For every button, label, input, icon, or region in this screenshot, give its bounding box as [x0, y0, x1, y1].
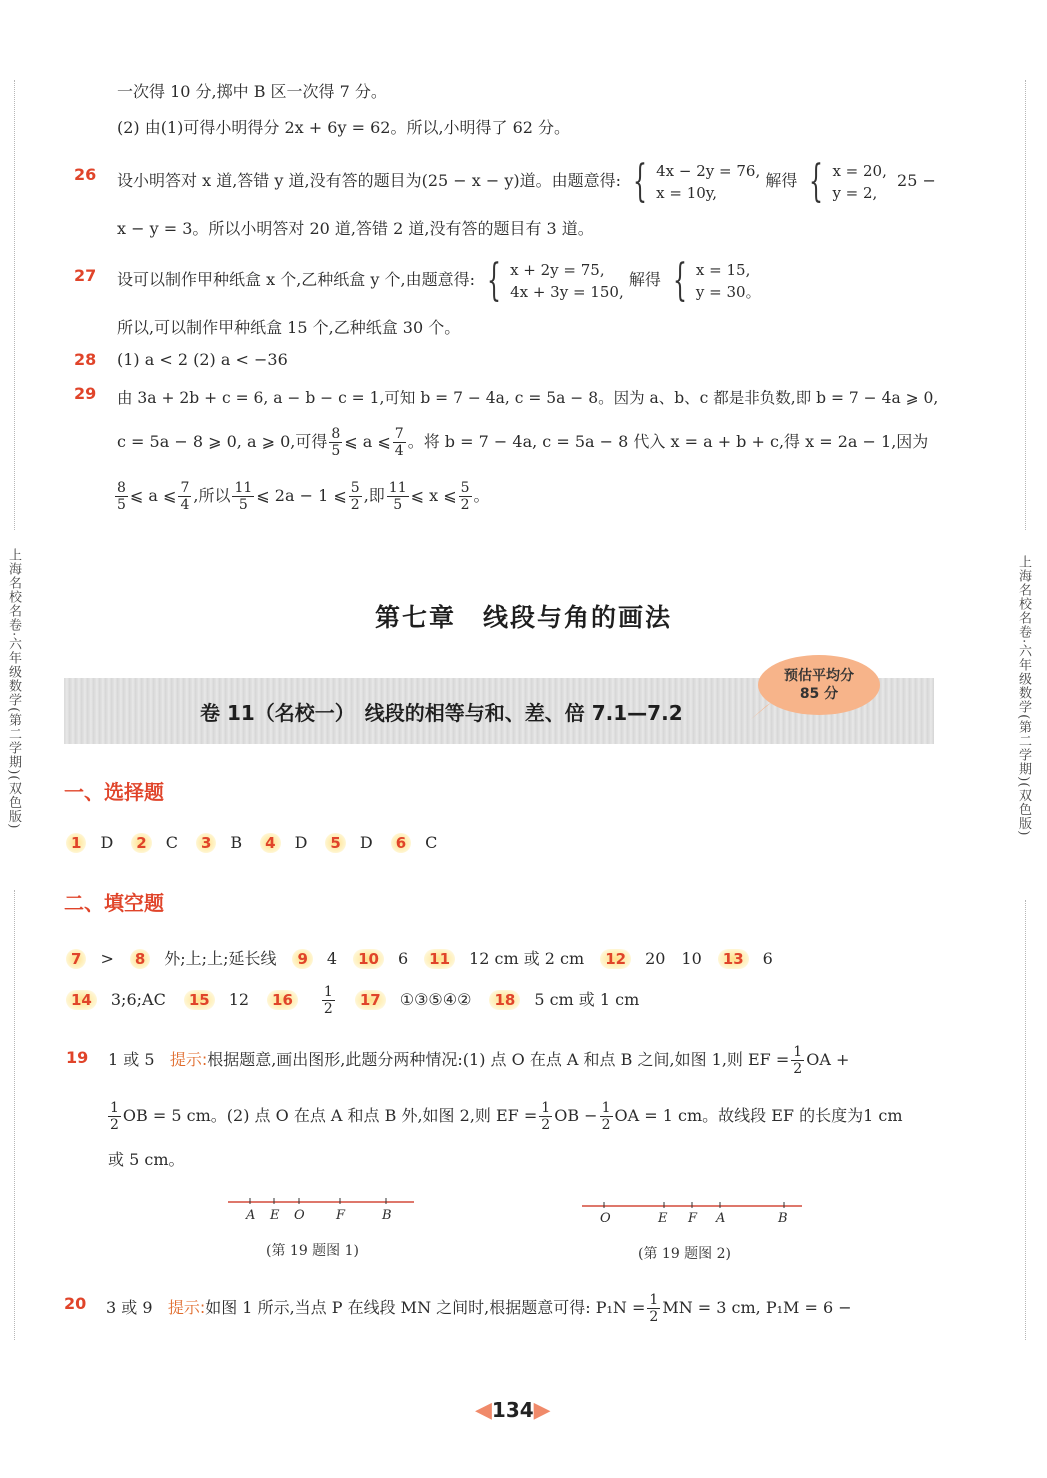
q29-line3-d: ,即 — [363, 486, 385, 505]
q19-line2-b: OB − — [554, 1106, 598, 1125]
answer-value: D — [359, 833, 373, 852]
q26-sol1: x = 20, — [832, 161, 887, 180]
prev-arrow-icon: ◀ — [475, 1398, 492, 1423]
fig1-label-e: E — [270, 1208, 280, 1223]
answer-value: ①③⑤④② — [399, 990, 472, 1009]
answer-item — [260, 833, 307, 852]
q19-line1 — [108, 1040, 849, 1080]
q26-tail: 25 − — [897, 171, 936, 190]
answer-value: D — [294, 833, 308, 852]
question-number-badge: 12 — [600, 949, 631, 969]
answer-value: 4 — [326, 949, 338, 968]
q19-line3: 或 5 cm。 — [108, 1150, 185, 1169]
question-number-badge: 10 — [353, 949, 384, 969]
q20-hint-label: 提示: — [167, 1298, 206, 1317]
question-number-badge: 16 — [267, 990, 298, 1010]
q27-sol1: x = 15, — [695, 260, 751, 279]
answer-value: 20 10 — [645, 949, 702, 968]
question-number-badge: 17 — [355, 990, 386, 1010]
q19-line1-text: 根据题意,画出图形,此题分两种情况:(1) 点 O 在点 A 和点 B 之间,如图 1,则 EF = — [207, 1050, 790, 1069]
q20-answer: 3 或 9 — [106, 1298, 153, 1317]
q20-line — [106, 1288, 852, 1328]
q19-half-1: $\frac{1}{2}$ — [793, 1044, 803, 1077]
q19-answer: 1 或 5 — [108, 1050, 155, 1069]
page-number — [475, 1398, 551, 1423]
answer-value: > — [100, 949, 114, 968]
answer-item — [66, 949, 114, 968]
q28-number: 28 — [74, 350, 97, 369]
answer-value: 5 cm 或 1 cm — [534, 990, 640, 1009]
q19-half-3: $\frac{1}{2}$ — [541, 1100, 551, 1133]
question-number-badge: 9 — [292, 949, 312, 969]
q27-solve: 解得 — [628, 270, 661, 289]
q29-frac-8-5b: $\frac{8}{5}$ — [117, 480, 126, 513]
answer-item — [66, 990, 166, 1009]
q29-line3-b: ,所以 — [193, 486, 231, 505]
q27-equation-system: { x + 2y = 75, 4x + 3y = 150, — [487, 254, 624, 306]
q26-text — [117, 152, 936, 210]
answer-value: B — [230, 833, 243, 852]
question-number-badge: 6 — [391, 833, 411, 853]
q29-line2-b: ⩽ a ⩽ — [344, 432, 391, 451]
fill-row-1 — [66, 946, 789, 969]
page-number-value: 134 — [491, 1398, 534, 1422]
question-number-badge: 8 — [130, 949, 150, 969]
question-number-badge: 4 — [260, 833, 280, 853]
answer-item — [196, 833, 242, 852]
q29-line3-a: ⩽ a ⩽ — [129, 486, 177, 505]
q19-hint-label: 提示: — [169, 1050, 208, 1069]
fig2-label-o: O — [600, 1211, 611, 1226]
q29-frac-11-5b: $\frac{11}{5}$ — [388, 480, 407, 513]
q29-frac-11-5: $\frac{11}{5}$ — [234, 480, 253, 513]
answer-value: C — [425, 833, 438, 852]
q29-number: 29 — [74, 384, 97, 403]
left-side-title: 上海名校名卷·六年级数学(第二学期)(双色版) — [6, 548, 21, 830]
answer-value: 6 — [397, 949, 409, 968]
question-number-badge: 15 — [184, 990, 215, 1010]
q27-text-b: 所以,可以制作甲种纸盒 15 个,乙种纸盒 30 个。 — [117, 318, 461, 337]
q19-number: 19 — [66, 1048, 89, 1067]
q26-text-b: x − y = 3。所以小明答对 20 道,答错 2 道,没有答的题目有 3 道。 — [117, 219, 594, 238]
q29-frac-5-2: $\frac{5}{2}$ — [350, 480, 360, 513]
answer-item — [292, 949, 337, 968]
q27-solution-system: { x = 15, y = 30。 — [672, 254, 761, 306]
q20-text: 如图 1 所示,当点 P 在线段 MN 之间时,根据题意可得: P₁N = — [205, 1298, 646, 1317]
question-number-badge: 14 — [66, 990, 97, 1010]
question-number-badge: 1 — [66, 833, 86, 853]
q19-half-2: $\frac{1}{2}$ — [110, 1100, 119, 1133]
q20-half: $\frac{1}{2}$ — [649, 1292, 659, 1325]
right-dotted-rule — [1025, 80, 1026, 530]
bubble-line1: 预估平均分 — [784, 668, 854, 684]
q26-equation-system: { 4x − 2y = 76, x = 10y, — [633, 155, 761, 207]
answer-item — [130, 949, 277, 968]
answer-item — [600, 949, 702, 968]
question-number-badge: 3 — [196, 833, 216, 853]
q26-number: 26 — [74, 165, 97, 184]
answer-value: 12 cm 或 2 cm — [469, 949, 585, 968]
question-number-badge: 13 — [718, 949, 749, 969]
mc-answers — [66, 833, 455, 853]
q28-text: (1) a < 2 (2) a < −36 — [117, 350, 288, 369]
question-number-badge: 11 — [424, 949, 455, 969]
answer-item — [131, 833, 178, 852]
answer-item — [424, 949, 584, 968]
fig2-label-a: A — [716, 1211, 726, 1226]
bubble-tail — [748, 700, 774, 722]
q26-text-a: 设小明答对 x 道,答错 y 道,没有答的题目为(25 − x − y)道。由题意得: — [117, 171, 622, 190]
fig1-label-b: B — [382, 1208, 392, 1223]
bubble-line2: 85 分 — [799, 686, 839, 702]
q26-sol2: y = 2, — [832, 183, 878, 202]
q29-frac-7-4b: $\frac{7}{4}$ — [180, 480, 190, 513]
q29-line3-f: 。 — [473, 486, 490, 505]
q27-sol2: y = 30。 — [695, 282, 761, 301]
q16-fraction: $\frac{1}{2}$ — [323, 984, 333, 1017]
answer-value: C — [165, 833, 178, 852]
fig1-caption: (第 19 题图 1) — [266, 1243, 359, 1259]
answer-item — [718, 949, 773, 968]
q19-line2-a: OB = 5 cm。(2) 点 O 在点 A 和点 B 外,如图 2,则 EF = — [122, 1106, 538, 1125]
q29-frac-8-5: $\frac{8}{5}$ — [331, 426, 341, 459]
left-dotted-rule — [14, 80, 15, 530]
q20-number: 20 — [64, 1294, 87, 1313]
right-dotted-rule-lower — [1025, 900, 1026, 1340]
question-number-badge: 7 — [66, 949, 86, 969]
answer-item — [353, 949, 408, 968]
answer-value: 外;上;上;延长线 — [164, 949, 277, 968]
q20-text-b: MN = 3 cm, P₁M = 6 − — [662, 1298, 852, 1317]
answer-item — [66, 833, 113, 852]
left-dotted-rule-lower — [14, 890, 15, 1340]
q27-number: 27 — [74, 266, 97, 285]
answer-value: 3;6;AC — [110, 990, 166, 1009]
average-score-bubble — [758, 655, 880, 715]
q29-line3-c: ⩽ 2a − 1 ⩽ — [256, 486, 347, 505]
answer-item — [489, 990, 639, 1009]
question-number-badge: 2 — [131, 833, 151, 853]
fig1-label-o: O — [294, 1208, 305, 1223]
fig2-label-f: F — [688, 1211, 698, 1226]
answer-item — [325, 833, 372, 852]
right-side-title: 上海名校名卷·六年级数学(第二学期)(双色版) — [1016, 555, 1031, 837]
next-arrow-icon: ▶ — [533, 1398, 551, 1423]
fill-row-2 — [66, 984, 657, 1017]
answer-value: D — [100, 833, 114, 852]
chapter-title: 第七章 线段与角的画法 — [374, 603, 672, 632]
answer-value: 12 — [228, 990, 250, 1009]
q27-text — [117, 252, 761, 308]
q29-line3 — [113, 476, 490, 516]
q29-frac-5-2b: $\frac{5}{2}$ — [460, 480, 470, 513]
q19-half-4: $\frac{1}{2}$ — [601, 1100, 611, 1133]
answer-item — [267, 984, 337, 1017]
q26-eq1: 4x − 2y = 76, — [656, 161, 761, 180]
q19-line2-c: OA = 1 cm。故线段 EF 的长度为1 cm — [614, 1106, 903, 1125]
section-fill-in: 二、填空题 — [64, 891, 164, 915]
q27-eq2: 4x + 3y = 150, — [510, 282, 624, 301]
answer-value: 6 — [762, 949, 773, 968]
answer-item — [184, 990, 249, 1009]
q26-solution-system: { x = 20, y = 2, — [809, 155, 887, 207]
answer-item — [355, 990, 472, 1009]
q26-eq2: x = 10y, — [656, 183, 718, 202]
q29-line3-e: ⩽ x ⩽ — [410, 486, 457, 505]
q26-solve: 解得 — [765, 171, 798, 190]
q27-eq1: x + 2y = 75, — [510, 260, 605, 279]
q29-line1: 由 3a + 2b + c = 6, a − b − c = 1,可知 b = 7 − 4a, c = 5a − 8。因为 a、b、c 都是非负数,即 b = 7 − 4a ⩾ 0, — [117, 389, 939, 407]
section-multiple-choice: 一、选择题 — [64, 780, 164, 804]
top-line-2: (2) 由(1)可得小明得分 2x + 6y = 62。所以,小明得了 62 分。 — [117, 118, 571, 137]
q29-line2-a: c = 5a − 8 ⩾ 0, a ⩾ 0,可得 — [117, 432, 328, 451]
fig1-label-f: F — [336, 1208, 346, 1223]
q29-frac-7-4: $\frac{7}{4}$ — [394, 426, 404, 459]
fig2-label-e: E — [658, 1211, 668, 1226]
paper-title: 卷 11（名校一） 线段的相等与和、差、倍 7.1—7.2 — [200, 701, 683, 725]
q19-line1-tail: OA + — [806, 1050, 850, 1069]
question-number-badge: 18 — [489, 990, 520, 1010]
q27-text-a: 设可以制作甲种纸盒 x 个,乙种纸盒 y 个,由题意得: — [117, 270, 475, 289]
fig1-label-a: A — [246, 1208, 256, 1223]
q19-line2 — [106, 1096, 903, 1136]
mc-list — [66, 833, 455, 852]
question-number-badge: 5 — [325, 833, 345, 853]
top-line-1: 一次得 10 分,掷中 B 区一次得 7 分。 — [117, 82, 387, 101]
answer-item — [391, 833, 438, 852]
q29-line2-c: 。将 b = 7 − 4a, c = 5a − 8 代入 x = a + b + c,得 x = 2a − 1,因为 — [407, 432, 929, 451]
fig2-caption: (第 19 题图 2) — [638, 1246, 731, 1262]
fig2-label-b: B — [778, 1211, 788, 1226]
q29-line2 — [117, 422, 928, 462]
